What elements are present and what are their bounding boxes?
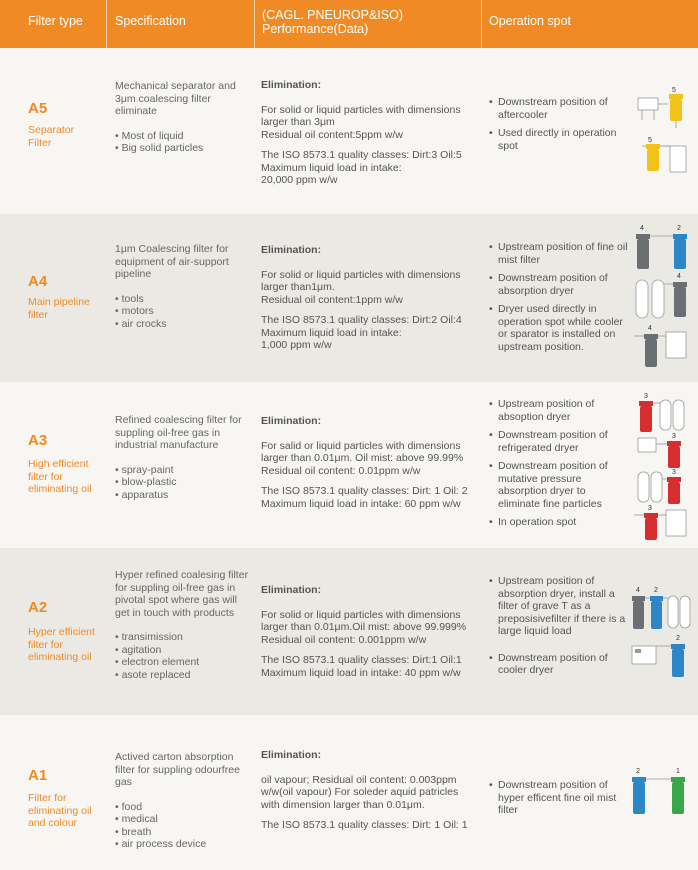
performance-cell: Elimination: For solid or liquid particles with dimensions larger than 3μm Residual oil content:5ppm w/w The ISO 8573.1 quality classes: Dirt:3 Oil:5 Maximum liquid load in intake: 20,000 ppm w/w bbox=[261, 79, 462, 186]
specification-cell: Mechanical separator and 3μm coalescing filter eliminate • Most of liquid • Big solid particles bbox=[115, 80, 251, 155]
filter-code: A4 bbox=[28, 273, 48, 290]
svg-text:4: 4 bbox=[677, 273, 681, 280]
performance-cell: Elimination: For solid or liquid particles with dimensions larger than1μm. Residual oil content:1ppm w/w The ISO 8573.1 quality classes: Dirt:2 Oil:4 Maximum liquid load in intake: 1,000 ppm w/w bbox=[261, 244, 462, 351]
filter-installation-diagram bbox=[630, 390, 696, 544]
specification-cell: Refined coalescing filter for suppling oil-free gas in industrial manufacture • spray-paint • blow-plastic • apparatus bbox=[115, 414, 251, 501]
filter-code: A5 bbox=[28, 100, 48, 117]
table-row bbox=[0, 214, 698, 382]
svg-text:3: 3 bbox=[672, 433, 676, 440]
performance-cell: Elimination: For solid or liquid particles with dimensions larger than 0.01μm.Oil mist: above 99.999% Residual oil content: 0.001ppm w/w The ISO 8573.1 quality classes: Dirt:1 Oil:1 Maximum liquid load in intake: 40 ppm w/w bbox=[261, 584, 467, 679]
svg-text:5: 5 bbox=[648, 137, 652, 144]
svg-text:4: 4 bbox=[640, 225, 644, 232]
table-header bbox=[0, 0, 698, 48]
header-operation-spot: Operation spot bbox=[489, 14, 571, 28]
operation-cell: • Downstream position of hyper efficent fine oil mist filter bbox=[489, 779, 629, 823]
operation-cell: • Upstream position of fine oil mist filter • Downstream position of absorption dryer • Dryer used directly in operation spot while cooler or sparator is installed on upstream position. bbox=[489, 241, 629, 359]
filter-installation-diagram bbox=[630, 222, 696, 372]
filter-installation-diagram bbox=[630, 84, 696, 208]
header-specification: Specification bbox=[115, 14, 186, 28]
filter-code: A3 bbox=[28, 432, 48, 449]
performance-cell: Elimination: For salid or liquid particles with dimensions larger than 0.01μm. Oil mist: above 99.99% Residual oil content: 0.01ppm w/w The ISO 8573.1 quality classes: Dirt: 1 Oil: 2 Maximum liquid load in intake: 60 ppm w/w bbox=[261, 415, 468, 510]
svg-text:2: 2 bbox=[636, 768, 640, 775]
filter-installation-diagram bbox=[628, 765, 694, 825]
header-performance: (CAGL. PNEUROP&ISO) Performance(Data) bbox=[262, 8, 403, 36]
filter-name: Main pipeline filter bbox=[28, 296, 90, 321]
operation-cell: • Upstream position of absorption dryer, install a filter of grave T as a preposisivefilter if there is a large liquid load • Downstream position of cooler dryer bbox=[489, 575, 629, 683]
header-filter-type: Filter type bbox=[28, 14, 83, 28]
filter-code: A2 bbox=[28, 599, 48, 616]
filter-name: Hyper efficient filter for eliminating oil bbox=[28, 626, 95, 663]
performance-cell: Elimination: oil vapour; Residual oil content: 0.003ppm w/w(oil vapour) For soleder aquid patricles with dimension larger than 0.01μm. The ISO 8573.1 quality classes: Dirt: 1 Oil: 1 bbox=[261, 749, 468, 831]
specification-cell: Hyper refined coalesing filter for suppling oil-free gas in pivotal spot where gas will get in touch with products • transimission • agitation • electron element • asote replaced bbox=[115, 569, 251, 681]
svg-text:2: 2 bbox=[676, 635, 680, 642]
svg-text:3: 3 bbox=[644, 393, 648, 400]
specification-cell: Actived carton absorption filter for suppling odourfree gas • food • medical • breath • air process device bbox=[115, 751, 251, 851]
svg-text:2: 2 bbox=[654, 587, 658, 594]
svg-text:5: 5 bbox=[672, 87, 676, 94]
table-row bbox=[0, 382, 698, 548]
table-row bbox=[0, 48, 698, 214]
specification-cell: 1μm Coalescing filter for equipment of air-support pipeline • tools • motors • air crocks bbox=[115, 243, 251, 330]
table-row bbox=[0, 548, 698, 715]
svg-text:3: 3 bbox=[648, 505, 652, 512]
operation-cell: • Upstream position of absoption dryer • Downstream position of refrigerated dryer • Downstream position of mutative pressure absorption dryer to eliminate fine particles • In operation spot bbox=[489, 398, 629, 535]
svg-text:4: 4 bbox=[648, 325, 652, 332]
filter-name: High efficient filter for eliminating oil bbox=[28, 458, 92, 495]
svg-text:2: 2 bbox=[677, 225, 681, 232]
filter-name: Separator Filter bbox=[28, 124, 75, 149]
filter-code: A1 bbox=[28, 767, 48, 784]
svg-text:1: 1 bbox=[676, 768, 680, 775]
svg-text:4: 4 bbox=[636, 587, 640, 594]
svg-text:3: 3 bbox=[672, 469, 676, 476]
operation-cell: • Downstream position of aftercooler • Used directly in operation spot bbox=[489, 96, 629, 158]
table-row bbox=[0, 715, 698, 870]
filter-installation-diagram bbox=[630, 584, 696, 684]
filter-name: Filter for eliminating oil and colour bbox=[28, 792, 92, 829]
